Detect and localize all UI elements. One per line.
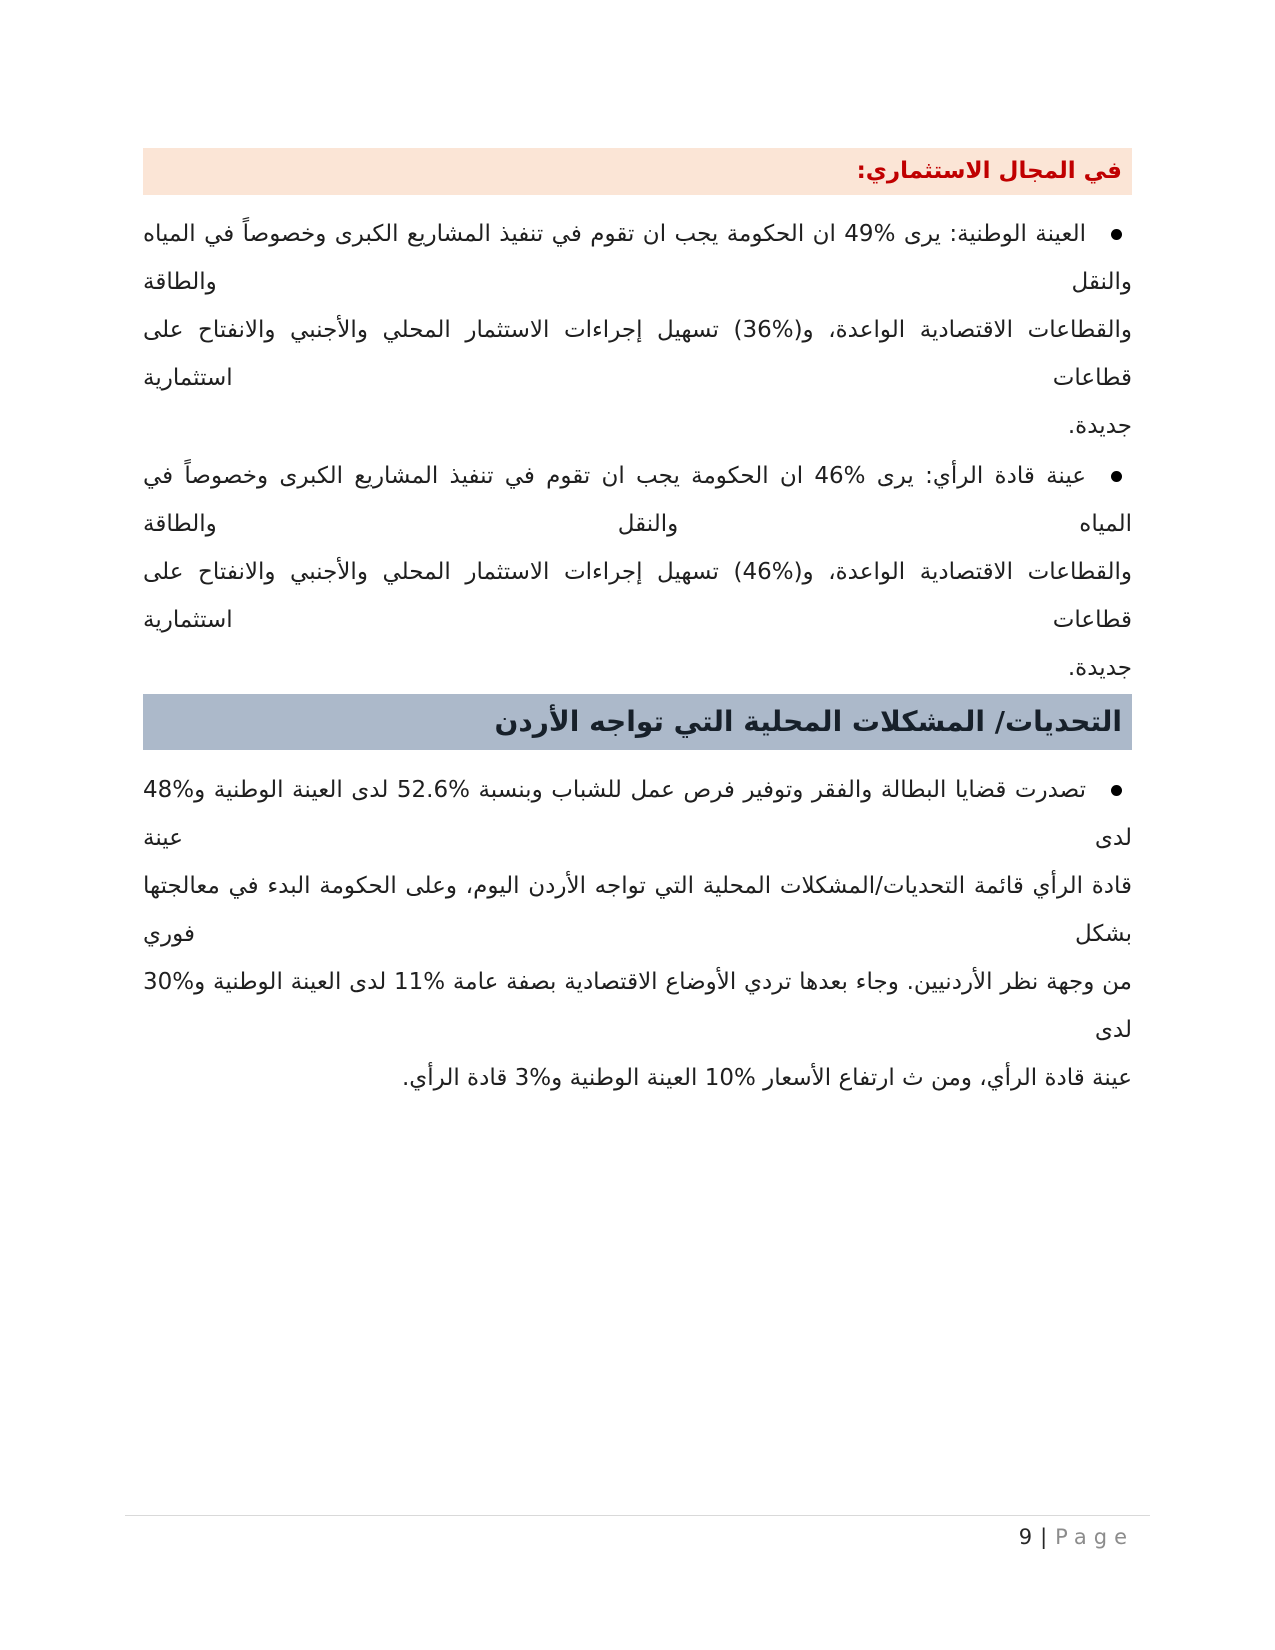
text-line: قادة الرأي قائمة التحديات/المشكلات المحلية التي تواجه الأردن اليوم، وعلى الحكومة البدء في معالجتها بشكل فوري xyxy=(143,873,1132,947)
footer-separator: | xyxy=(1040,1525,1048,1549)
page-label: Page xyxy=(1055,1525,1134,1549)
list-item xyxy=(143,452,1132,692)
text-line: من وجهة نظر الأردنيين. وجاء بعدها تردي الأوضاع الاقتصادية بصفة عامة %11 لدى العينة الوطنية و%30 لدى xyxy=(143,969,1132,1043)
text-line: العينة الوطنية: يرى %49 ان الحكومة يجب ان تقوم في تنفيذ المشاريع الكبرى وخصوصاً في المياه والنقل والطاقة xyxy=(143,221,1132,295)
text-line: عينة قادة الرأي، ومن ث ارتفاع الأسعار %10 العينة الوطنية و%3 قادة الرأي. xyxy=(401,1065,1132,1091)
text-line: والقطاعات الاقتصادية الواعدة، و(%46) تسهيل إجراءات الاستثمار المحلي والأجنبي والانفتاح على قطاعات استثمارية xyxy=(143,559,1132,633)
footer-text xyxy=(125,1516,1150,1549)
text-line: تصدرت قضايا البطالة والفقر وتوفير فرص عمل للشباب وبنسبة %52.6 لدى العينة الوطنية و%48 لدى عينة xyxy=(143,777,1132,851)
page-number: 9 xyxy=(1018,1525,1033,1549)
bullet-icon xyxy=(1111,785,1122,796)
investment-bullet-list xyxy=(143,210,1132,692)
text-line: عينة قادة الرأي: يرى %46 ان الحكومة يجب ان تقوم في تنفيذ المشاريع الكبرى وخصوصاً في المياه والنقل والطاقة xyxy=(143,463,1132,537)
bullet-icon xyxy=(1111,229,1122,240)
investment-section-heading: في المجال الاستثماري: xyxy=(143,148,1132,195)
list-item xyxy=(143,766,1132,1102)
bullet-icon xyxy=(1111,471,1122,482)
page-footer xyxy=(125,1515,1150,1549)
text-line: جديدة. xyxy=(1067,413,1132,439)
challenges-section-heading: التحديات/ المشكلات المحلية التي تواجه الأردن xyxy=(143,694,1132,750)
text-line: جديدة. xyxy=(1067,655,1132,681)
text-line: والقطاعات الاقتصادية الواعدة، و(%36) تسهيل إجراءات الاستثمار المحلي والأجنبي والانفتاح على قطاعات استثمارية xyxy=(143,317,1132,391)
list-item xyxy=(143,210,1132,450)
challenges-bullet-list xyxy=(143,766,1132,1102)
page-content xyxy=(143,0,1132,1104)
